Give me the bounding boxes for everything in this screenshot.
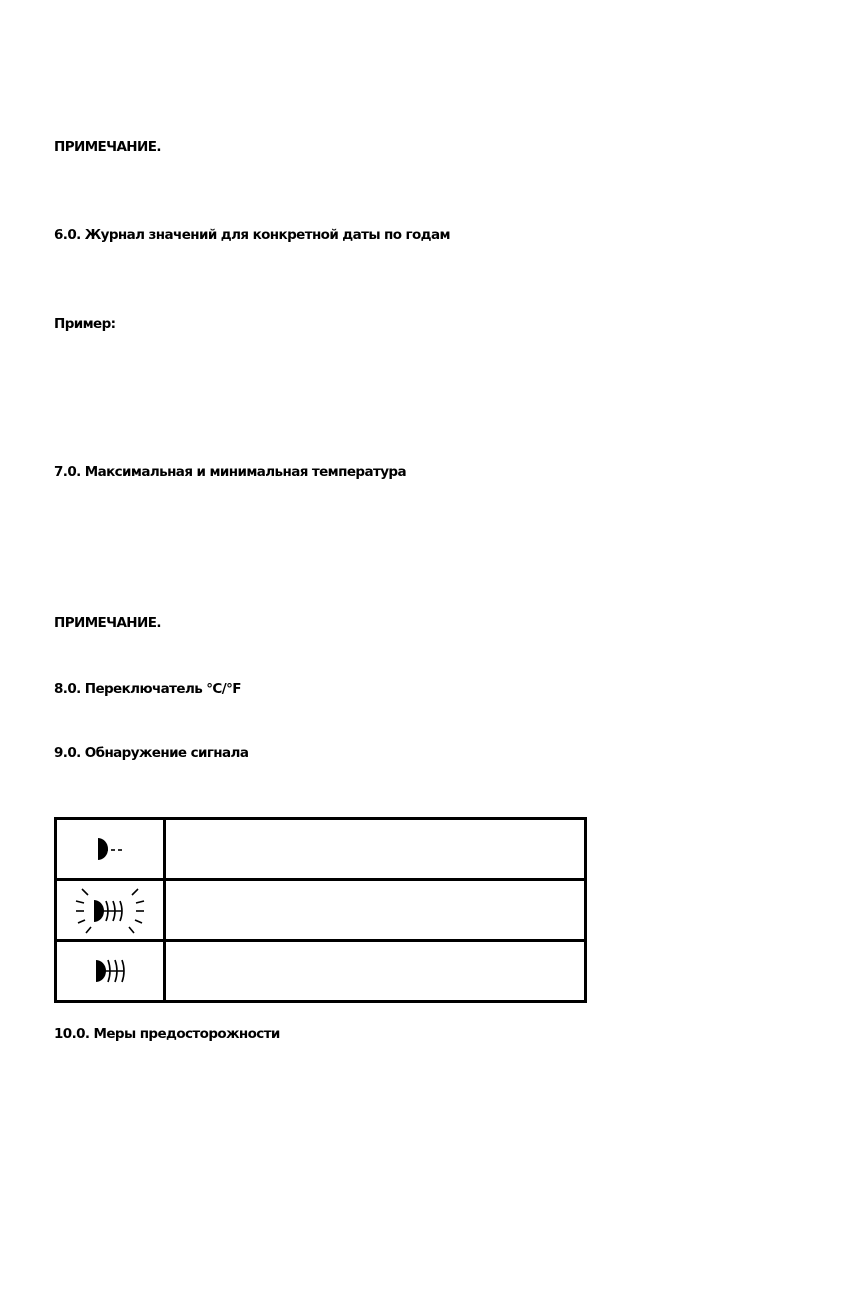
signal-row-none — [56, 819, 586, 880]
section-10-heading: 10.0. Меры предосторожности — [54, 1026, 280, 1042]
signal-searching-icon — [74, 883, 146, 937]
section-8-heading: 8.0. Переключатель °C/°F — [54, 681, 241, 697]
section-9-heading: 9.0. Обнаружение сигнала — [54, 745, 249, 761]
signal-row-received — [56, 941, 586, 1002]
signal-row-searching — [56, 880, 586, 941]
signal-received-icon — [88, 954, 132, 988]
note-heading-1: ПРИМЕЧАНИЕ. — [54, 139, 161, 155]
note-heading-2: ПРИМЕЧАНИЕ. — [54, 615, 161, 631]
signal-icon-cell — [56, 880, 165, 941]
signal-status-table — [54, 817, 587, 1003]
section-7-heading: 7.0. Максимальная и минимальная температура — [54, 464, 406, 480]
signal-description-cell — [165, 880, 586, 941]
signal-none-icon — [90, 834, 130, 864]
example-heading: Пример: — [54, 316, 116, 332]
section-6-heading: 6.0. Журнал значений для конкретной даты по годам — [54, 227, 450, 243]
signal-description-cell — [165, 941, 586, 1002]
signal-icon-cell — [56, 941, 165, 1002]
signal-description-cell — [165, 819, 586, 880]
signal-icon-cell — [56, 819, 165, 880]
